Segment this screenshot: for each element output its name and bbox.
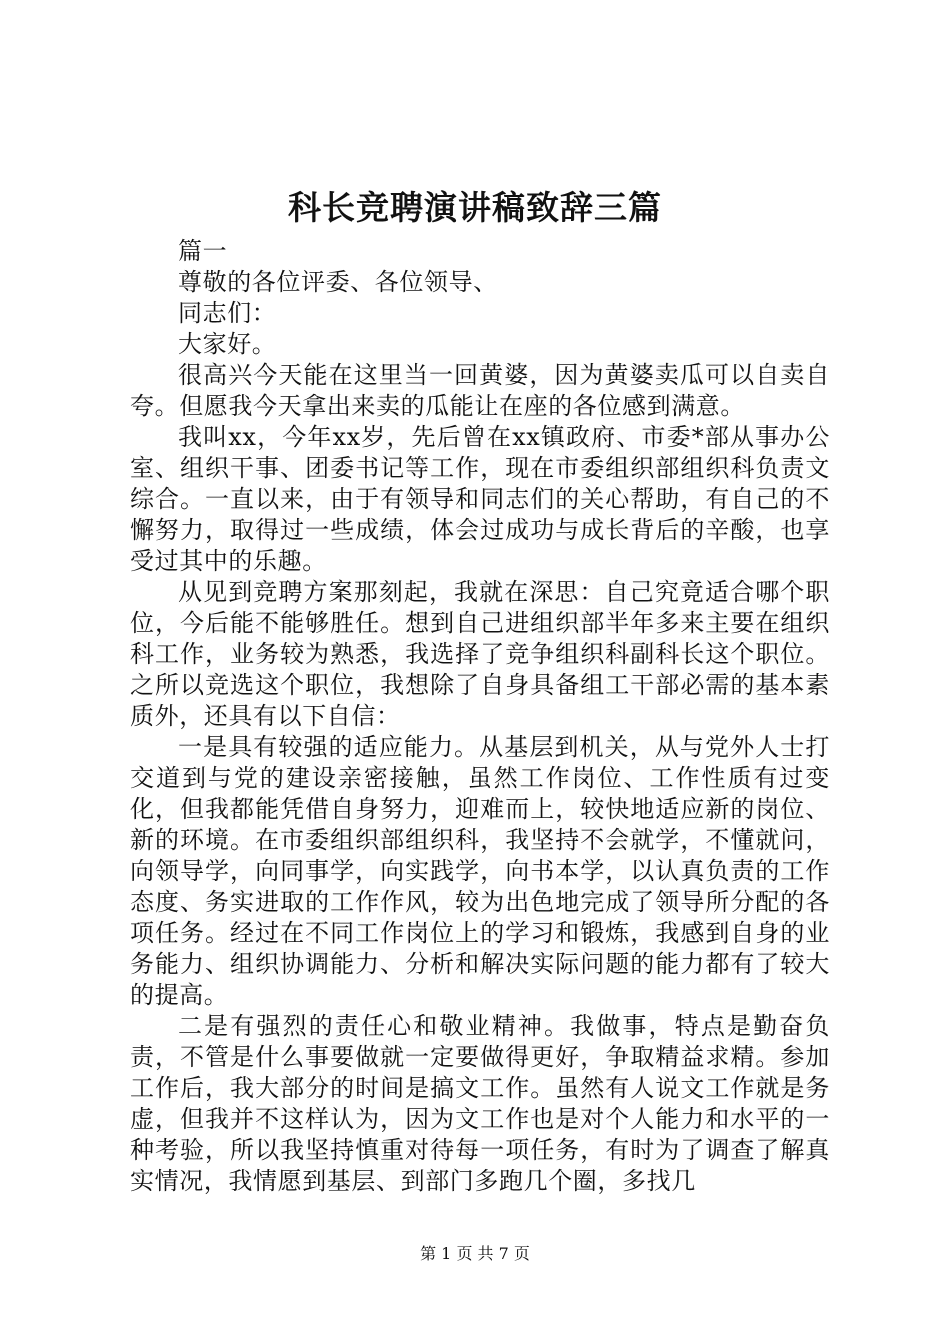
salutation-line: 同志们： — [178, 299, 277, 327]
section-heading: 篇一 — [178, 237, 228, 265]
document-body — [130, 236, 830, 1197]
document-title: 科长竞聘演讲稿致辞三篇 — [288, 188, 662, 227]
page-number-footer: 第 1 页 共 7 页 — [420, 1244, 530, 1263]
body-paragraph: 一是具有较强的适应能力。从基层到机关，从与党外人士打交道到与党的建设亲密接触，虽然工作岗位、工作性质有过变化，但我都能凭借自身努力，迎难而上，较快地适应新的岗位、新的环境。在市委组织部组织科，我坚持不会就学，不懂就问，向领导学，向同事学，向实践学，向书本学，以认真负责的工作态度、务实进取的工作作风，较为出色地完成了领导所分配的各项任务。经过在不同工作岗位上的学习和锻炼，我感到自身的业务能力、组织协调能力、分析和解决实际问题的能力都有了较大的提高。 — [130, 733, 830, 1009]
body-paragraph: 很高兴今天能在这里当一回黄婆，因为黄婆卖瓜可以自卖自夸。但愿我今天拿出来卖的瓜能让在座的各位感到满意。 — [130, 361, 830, 420]
salutation-line: 尊敬的各位评委、各位领导、 — [178, 268, 498, 296]
greeting-line: 大家好。 — [178, 330, 277, 358]
body-paragraph: 我叫xx，今年xx岁，先后曾在xx镇政府、市委*部从事办公室、组织干事、团委书记等工作，现在市委组织部组织科负责文综合。一直以来，由于有领导和同志们的关心帮助，有自己的不懈努力，取得过一些成绩，体会过成功与成长背后的辛酸，也享受过其中的乐趣。 — [130, 423, 830, 575]
body-paragraph: 从见到竞聘方案那刻起，我就在深思：自己究竟适合哪个职位，今后能不能够胜任。想到自己进组织部半年多来主要在组织科工作，业务较为熟悉，我选择了竞争组织科副科长这个职位。之所以竞选这个职位，我想除了自身具备组工干部必需的基本素质外，还具有以下自信： — [130, 578, 830, 730]
body-paragraph: 二是有强烈的责任心和敬业精神。我做事，特点是勤奋负责，不管是什么事要做就一定要做得更好，争取精益求精。参加工作后，我大部分的时间是搞文工作。虽然有人说文工作就是务虚，但我并不这样认为，因为文工作也是对个人能力和水平的一种考验，所以我坚持慎重对待每一项任务，有时为了调查了解真实情况，我情愿到基层、到部门多跑几个圈，多找几 — [130, 1012, 830, 1195]
